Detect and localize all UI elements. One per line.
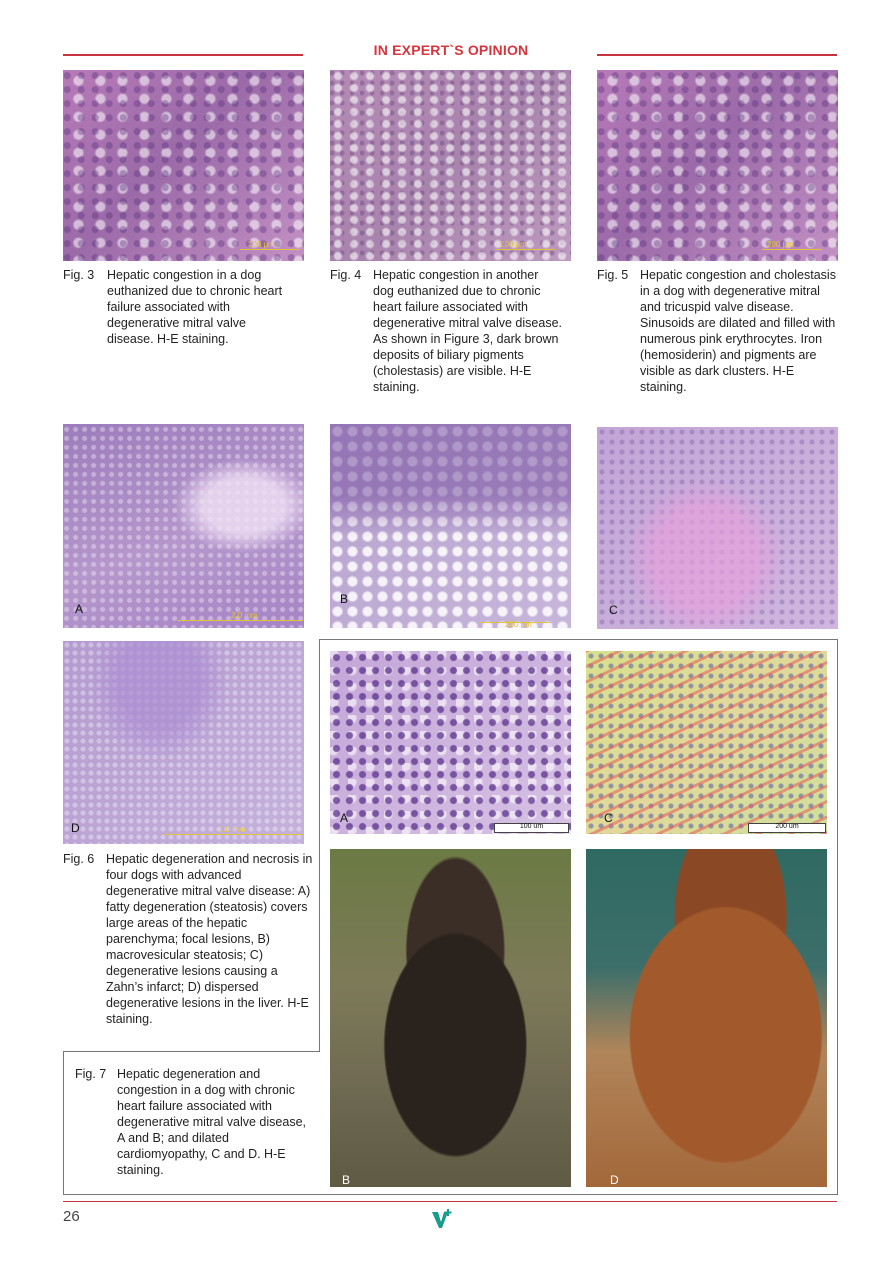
- fig7-panel-a: [330, 651, 571, 834]
- fig4-caption: [330, 267, 562, 395]
- fig6-a-letter: A: [75, 602, 84, 616]
- fig4-image: [330, 70, 571, 261]
- fig6-c-letter: C: [609, 603, 618, 617]
- fig7-frame-mid: [63, 1051, 320, 1052]
- fig5-text: Hepatic congestion and cholestasis in a dog with degenerative mitral and tricuspid valve disease. Sinusoids are dilated and filled with numerous pink erythrocytes. Iron (hemosiderin) and pigments are visible as dark clusters. H-E staining.: [640, 268, 836, 394]
- fig7-frame-bottom: [63, 1194, 838, 1195]
- fig6-b-scale-label: 200 µm: [505, 620, 532, 628]
- fig4-label: Fig. 4: [330, 268, 362, 282]
- fig6-caption: [63, 851, 313, 1027]
- footer-rule: [63, 1201, 837, 1202]
- fig7-frame-outer-left: [63, 1051, 64, 1195]
- fig6-b-letter: B: [340, 592, 349, 606]
- fig6-panel-d: [63, 641, 304, 844]
- fig7-panel-b-photo: [330, 849, 571, 1187]
- vet-plus-logo-icon: [430, 1208, 454, 1230]
- fig5-caption: [597, 267, 841, 395]
- fig6-text: Hepatic degeneration and necrosis in four dogs with advanced degenerative mitral valve disease: A) fatty degeneration (steatosis) covers large areas of the hepatic parenchyma; focal lesions, B) macrovesicular steatosis; C) degenerative lesions causing a Zahn’s infarct; D) dispersed degenerative lesions in the liver. H-E staining.: [106, 852, 313, 1026]
- page-number: 26: [63, 1208, 80, 1225]
- fig6-label: Fig. 6: [63, 852, 95, 866]
- fig3-caption: [63, 267, 288, 347]
- fig7-c-letter: C: [604, 811, 613, 825]
- fig6-panel-c: [597, 427, 838, 629]
- fig6-d-letter: D: [71, 821, 80, 835]
- fig7-panel-d-photo: [586, 849, 827, 1187]
- fig7-frame-left: [319, 639, 320, 1051]
- fig7-b-letter: B: [342, 1173, 351, 1187]
- fig3-image: [63, 70, 304, 261]
- fig3-text: Hepatic congestion in a dog euthanized due to chronic heart failure associated with degenerative mitral valve disease. H-E staining.: [107, 268, 283, 346]
- fig3-label: Fig. 3: [63, 268, 95, 282]
- fig4-text: Hepatic congestion in another dog euthanized due to chronic heart failure associated with degenerative mitral valve disease. As shown in Figure 3, dark brown deposits of biliary pigments (cholestasis) are visible. H-E staining.: [373, 268, 562, 394]
- fig6-d-scale-label: 1.0 mm: [219, 825, 246, 834]
- fig5-scale-label: 200 µm: [767, 240, 794, 249]
- fig7-c-scale-label: 200 um: [775, 823, 799, 830]
- fig7-a-letter: A: [340, 811, 349, 825]
- fig6-panel-b: [330, 424, 571, 628]
- fig7-caption: [75, 1066, 307, 1178]
- fig7-frame-right: [837, 639, 838, 1195]
- fig7-panel-c: [586, 651, 827, 834]
- fig7-label: Fig. 7: [75, 1067, 107, 1081]
- fig6-a-scale-label: 2.0 mm: [231, 611, 258, 620]
- header-rule-left: [63, 54, 303, 56]
- fig4-scale-label: 200 µm: [500, 240, 527, 249]
- fig7-frame-top: [319, 639, 837, 640]
- fig7-a-scale-label: 100 um: [519, 823, 544, 830]
- fig5-image: [597, 70, 838, 261]
- fig6-panel-a: [63, 424, 304, 628]
- section-title: IN EXPERT`S OPINION: [373, 42, 529, 58]
- fig5-label: Fig. 5: [597, 268, 629, 282]
- fig7-text: Hepatic degeneration and congestion in a dog with chronic heart failure associated with degenerative mitral valve disease, A and B; and dilated cardiomyopathy, C and D. H-E staining.: [117, 1067, 306, 1177]
- fig7-d-letter: D: [610, 1173, 619, 1187]
- header-rule-right: [597, 54, 837, 56]
- fig3-scale-label: 200 µm: [248, 240, 275, 249]
